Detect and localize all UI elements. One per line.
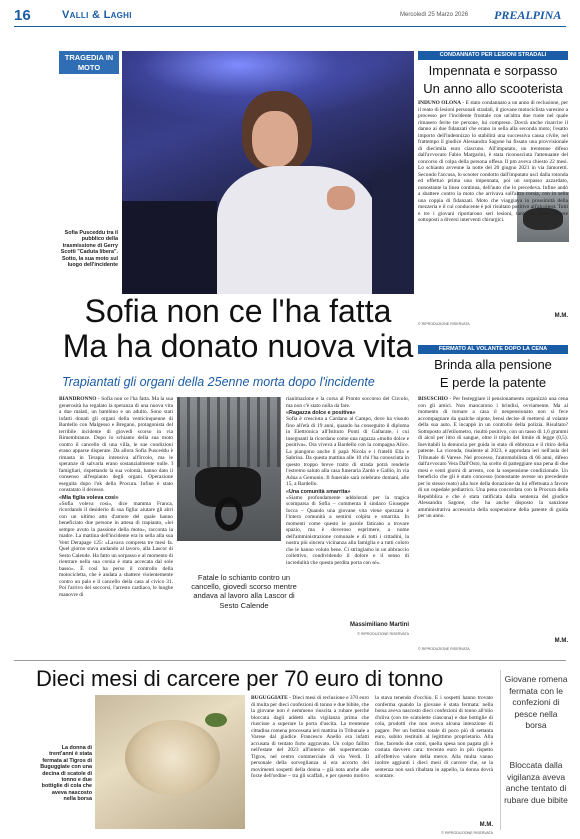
headline-line-2: Ma ha donato nuova vita [62, 328, 414, 364]
audience-dark [122, 201, 217, 294]
page-number: 16 [14, 7, 31, 24]
header-rule [14, 26, 566, 27]
body-text: - Per festeggiare il pensionamento organizzò una cena con gli amici. Non mancarono i brindisi, ovviamente. Ma al momento di tornare a casa il neopensionato non si fece accompagnare da qualche nipote, bensì decise di mettersi al volante della sua auto. E incappò in un controllo della polizia. Risultato? Sottoposto all'etilometro, risultò positivo, con un tasso di 1,6 grammi di alcol per litro di sangue, oltre il triplo del limite di legge (0,5). Inevitabili la denuncia per guida in stato di ebbrezza e il ritiro della patente. La vicenda, risalente al 2023, è approdata ieri nell'aula del Tribunale di Varese. Nel processo, l'automobilista di 66 anni, difeso dall'avvocato Vera Dall'Osto, ha scelto di patteggiare una pena di due mesi e venti giorni di arresto, con la sospensione condizionale. Un beneficio che gli è stato concesso (nonostante avesse un precedente per lo stesso reato) alla luce della donazione da lui effettuata a favore di un ospedale pediatrico. Una pena concordata con la Procura della Repubblica e che è stata ratificata dalla sentenza del giudice Alessandra Sagone, che ha anche disposto la sanzione amministrativa accessoria della sospensione della patente di guida per un anno. [418, 396, 568, 519]
audience-right [372, 171, 414, 294]
story-tag [59, 51, 119, 74]
side2-banner-label: FERMATO AL VOLANTE DOPO LA CENA [438, 346, 548, 352]
tuna-plate [125, 720, 220, 795]
dateline: BIANDRONNO [59, 396, 97, 402]
motorbike-wheel [215, 497, 243, 531]
body-text: rianimazione e la corsa al Pronto soccorso del Circolo, ma non c'è stato nulla da fare. [286, 396, 409, 409]
subheading: «Una comunità smarrita» [286, 488, 351, 495]
body-text: «Sofia voleva così», dice mamma Franca, ricordando il desiderio di sua figlia: aiutare gli altri con un ultimo atto d'amore del quale hanno beneficiato due persone in attesa di trapianto, «lei sempre avuto la passione della moto», racconta la madre. La mattina dell'incidente era in sella alla sua Vent Derapage 125: «Lavava compreta tre mesi fa. Quel giorno stava andando al lavoro, alla Lascor di Sesto Calende. Ha fatto un sorpasso e al momento di rientrare nella sua corsia è stata accecata dal sole basso». È così ha perso il controllo della motocicletta, che è andata a sbattere violentemente contro un palo e il cancello della casa al civico 31. Poi l'arrivo dei soccorsi, l'arresto cardiaco, le lunghe manovre di [59, 500, 173, 598]
section-title: Valli & Laghi [62, 9, 132, 21]
side2-byline: M.M. [554, 638, 568, 644]
copyright-note: © RIPRODUZIONE RISERVATA [357, 632, 409, 636]
page-header [0, 0, 580, 26]
dateline: BISUSCHIO [418, 396, 448, 402]
main-col-1 [59, 396, 173, 636]
side1-byline: M.M. [554, 313, 568, 319]
pull-quote-1: Giovane romena fermata con le confezioni di pesce nella borsa [504, 674, 568, 730]
body-text: «Siamo profondamente addolorati per la tragica scomparsa di Sofia – commenta il sindaco Giuseppe Iocca – Quando una giovane vita viene spezzata è l'intera comunità a sentirsi colpita e smarrita. In momenti come questo le parole faticano a trovare spazio, ma è doveroso esprimere, a nome dell'amministrazione comunale e di tutti i cittadini, la nostra più sincera vicinanza alla famiglia e a tutti coloro che le hanno voluto bene. Ci stringiamo in un abbraccio collettivo, condividendo il dolore e il senso di incredulità che questa perdita porta con sé». [286, 494, 409, 566]
body-text: - Dieci mesi di reclusione e 370 euro di multa per dieci confezioni di tonno e due bibite, che la giovane non è nemmeno riuscita a rubare perché bloccata dagli addetti alla vigilanza prima che riuscisse a superare la porta d'uscita. La trentenne cittadina romena processata ieri mattina in Tribunale a Varese dal giudice Francesco Anello era infatti accusata di tentato furto aggravato. Un colpo fallito nell'estate del 2023 all'interno del supermercato Tigros, nel centro commerciale di via Verdi. Il personale della sorveglianza si era accorto dei movimenti sospetti della donna – già nota anche alle forze dell'ordine – tra gli scaffali, e per questo motivo la stava tenendo d'occhio. E i sospetti hanno trovato conferma quando la giovane è stata fermata: nella borsa aveva nascosto dieci confezioni di tonno all'olio d'oliva (con tre scatolette ciascuna) e due bottiglie di cola, prodotti che non aveva alcuna intenzione di pagare. Per un bottino totale di poco più di settanta euro, subito restituiti al legittimo proprietario. Alla fine, facendo due conti, quella spesa non pagata gli è costata davvero cara: trecento euro in più rispetto all'effettivo valore della merce. Alla multa vanno inoltre aggiunti i dieci mesi di carcere che, se la sentenza non sarà ribaltata in appello, la donna dovrà scontare. [251, 695, 493, 779]
food-photo [95, 695, 245, 829]
bike-photo [177, 397, 281, 541]
main-col-2 [286, 396, 409, 636]
side1-banner [418, 51, 568, 60]
side1-body [418, 100, 568, 310]
subheading: «Ragazza dolce e positiva» [286, 410, 356, 416]
person-shirt [217, 166, 377, 294]
person-hand [327, 186, 355, 210]
side1-title-1: Impennata e sorpasso [428, 63, 558, 78]
main-photo [122, 51, 414, 294]
side1-banner-label: CONDANNATO PER LESIONI STRADALI [439, 52, 547, 58]
bottom-body [251, 695, 493, 819]
garnish [205, 713, 227, 727]
subheading: «Mia figlia voleva così» [59, 494, 119, 501]
main-photo-caption: Sofia Pusceddu tra il pubblico della trasmissione di Gerry Scotti "Caduta libera". Sotto, la sua moto sul luogo dell'incidente [60, 230, 118, 269]
side1-title-2: Un anno allo scooterista [423, 81, 563, 96]
person-face [252, 111, 298, 167]
fence [177, 397, 281, 467]
side2-title-1: Brinda alla pensione [434, 357, 552, 372]
page-date: Mercoledì 25 Marzo 2026 [400, 12, 469, 18]
body-text: Sofia è cresciuta a Cardano al Campo, dove ha vissuto fino all'età di 19 anni, quando ha conseguito il diploma in Elettronica all'Istituto Ponti di Gallarate, i cui insegnanti la ricordano come una ragazza «molto dolce e positiva». Ora viveva a Bardello con la compagna Alice. La piangono anche il papà Nicola e i fratelli Elia e Sabrina. Da questa mattina alle 10 chi l'ha conosciuta in questo troppo breve tratto di strada potrà renderle l'estremo saluto alla casa funeraria Zardo e Gallio, in via Adua a Gemonio. Il funerale sarà celebrato domani, alle 15, a Bardello. [286, 416, 409, 487]
main-subtitle: Trapiantati gli organi della 25enne morta dopo l'incidente [62, 375, 375, 389]
side2-body [418, 396, 568, 636]
bottom-top-rule [14, 660, 566, 661]
side2-banner [418, 345, 568, 354]
side2-title-2: E perde la patente [439, 375, 547, 390]
bike-photo-caption: Fatale lo schianto contro un cancello, giovedì scorso mentre andava al lavoro alla Lascor di Sesto Calende [191, 573, 297, 610]
side2-copyright: © RIPRODUZIONE RISERVATA [418, 647, 470, 651]
bottom-headline: Dieci mesi di carcere per 70 euro di tonno [36, 666, 444, 691]
story-tag-label: TRAGEDIA IN MOTO [64, 53, 114, 72]
pull-quote-2: Bloccata dalla vigilanza aveva anche tentato di rubare due bibite [504, 760, 568, 805]
dateline: BUGUGGIATE [251, 695, 288, 701]
headline-line-1: Sofia non ce l'ha fatta [84, 293, 392, 329]
bottom-byline: M.M. [479, 822, 493, 828]
body-text: - È stato condannato a un anno di reclusione, per il reato di lesioni personali stradali, il giovane motociclista varesino a processo per l'incidente frontale con un'altra due ruote nel quale rimasero ferite tre persone, lui compreso. Dovrà anche risarcire il danno ai due fidanzati che erano in sella alla seconda moto; l'esatto importo dell'indennizzo lo stabilirà una successiva causa civile, nel frattempo il giudice Alessandra Sagone ha fissato una provvisionale di diecimila euro ciascuno. All'imputato, un trentenne difeso dall'avvocato Fabio Margarini, è stata riconosciuta l'attenuante del concorso di colpa della persona offesa. Il pm aveva chiesto 22 mesi. Lo schianto avvenne la notte del 20 giugno 2021 in via Jamoretti. Secondo l'accusa, lo scooter condotto dall'imputato uscì dalla rotonda ed effettuò prima una impennata, poi un sorpasso azzardato, nonostante la linea continua, dell'auto che lo precedeva. Infine andò a sbattere contro la moto che arrivava sull'altra corsia, con in sella una coppia di fidanzati. Moto che viaggiava in prossimità della mezzeria e il cui conducente è poi risultato positivo all'alcoltest. Tutti e tre i giovani riportarono seri lesioni, tanto da dover essere sottoposti a diversi interventi chirurgici. [418, 100, 568, 223]
pull-quote-divider [500, 670, 501, 830]
dateline: INDUNO OLONA [418, 100, 462, 106]
byline: Massimiliano Martini [349, 622, 409, 628]
body-text: - Sofia non ce l'ha fatta. Ma la sua generosità ha regalato la speranza di una nuova vita a due malati, un bambino e un adulto. Sono stati infatti donati gli organi della venticinquenne di Bardello con Malgesso e Bregano, protagonista del terribile incidente di giovedì scorso in via Rimembranze. Dopo lo schianto della sua moto contro il cancello di una villa, le sue condizioni erano apparse disperate. Da allora Sofia Pusceddu è rimasta in Terapia intensiva all'Ircolo, ma le speranze di salvarla erano sostanzialmente nulle. I famigliari, rispettando la sua volontà, hanno dato il consenso all'espianto degli organi. Operazione eseguita dopo l'ok della Procura. Infine è stato constatato il decesso. [59, 396, 173, 493]
masthead-logo: PREALPINA [494, 8, 562, 22]
food-photo-caption: La donna di trent'anni è stata fermata al Tigros di Buguggiate con una decina di scatole di tonno e due bottiglie di cola che aveva nascosto nella borsa [40, 745, 92, 803]
bottom-copyright: © RIPRODUZIONE RISERVATA [441, 831, 493, 835]
side1-copyright: © RIPRODUZIONE RISERVATA [418, 322, 470, 326]
